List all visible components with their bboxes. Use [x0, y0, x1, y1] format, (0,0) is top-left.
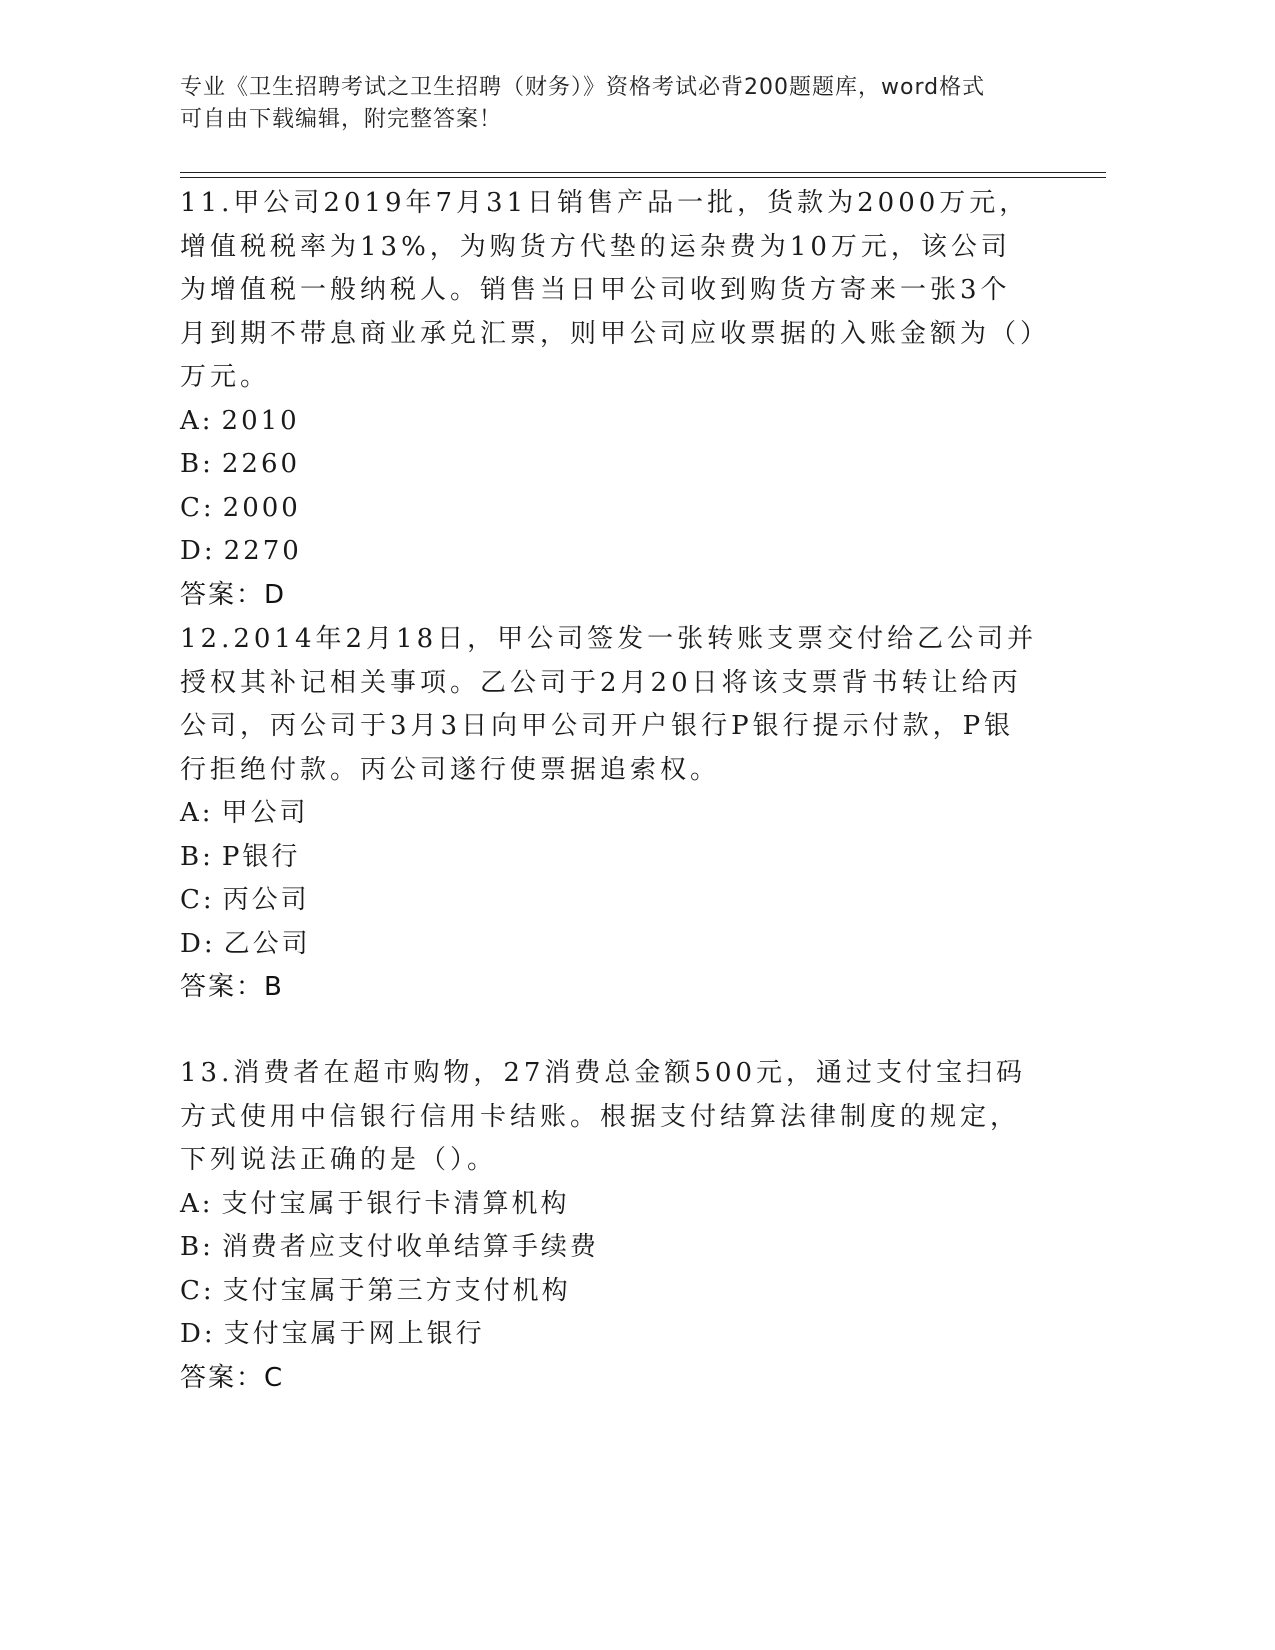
- question-12: [180, 618, 1040, 1010]
- question-stem: 13.消费者在超市购物，27消费总金额500元，通过支付宝扫码方式使用中信银行信用卡结账。根据支付结算法律制度的规定，下列说法正确的是（）。: [180, 1058, 1027, 1175]
- option-letter: C:: [180, 1275, 215, 1306]
- option-text: 支付宝属于银行卡清算机构: [221, 1188, 570, 1219]
- header-line-1: 专业《卫生招聘考试之卫生招聘（财务）》资格考试必背200题题库，word格式: [180, 75, 986, 100]
- option-text: 2000: [222, 492, 301, 523]
- option-text: 支付宝属于网上银行: [223, 1319, 485, 1349]
- option-text: 支付宝属于第三方支付机构: [222, 1275, 571, 1306]
- option-b: [180, 443, 1040, 487]
- question-13: [180, 1052, 1040, 1400]
- option-letter: C:: [180, 885, 215, 915]
- option-c: [180, 1270, 1040, 1314]
- option-letter: B:: [180, 841, 214, 872]
- document-header: [180, 72, 1040, 136]
- option-text: 丙公司: [222, 885, 310, 915]
- option-d: [180, 923, 1040, 967]
- answer-line: 答案：D: [180, 579, 287, 610]
- option-letter: C:: [180, 492, 215, 523]
- question-stem: 11.甲公司2019年7月31日销售产品一批，货款为2000万元，增值税税率为13%，为购货方代垫的运杂费为10万元，该公司为增值税一般纳税人。销售当日甲公司收到购货方寄来一张3个月到期不带息商业承兑汇票，则甲公司应收票据的入账金额为（）万元。: [180, 188, 1038, 392]
- answer-line: 答案：B: [180, 972, 284, 1002]
- option-text: 消费者应支付收单结算手续费: [221, 1232, 599, 1262]
- option-a: [180, 400, 1040, 444]
- option-d: [180, 1313, 1040, 1357]
- option-letter: D:: [180, 536, 216, 566]
- option-b: [180, 836, 1040, 880]
- option-a: [180, 1183, 1040, 1227]
- option-letter: A:: [180, 1188, 214, 1219]
- answer-line: 答案：C: [180, 1362, 285, 1393]
- header-divider-top: [180, 172, 1106, 173]
- option-text: 2010: [221, 405, 300, 436]
- option-b: [180, 1226, 1040, 1270]
- option-letter: A:: [180, 798, 214, 828]
- option-list: [180, 792, 1040, 966]
- header-line-2: 可自由下载编辑，附完整答案！: [180, 107, 503, 132]
- option-text: P银行: [221, 841, 301, 872]
- option-text: 2270: [223, 536, 302, 566]
- option-letter: B:: [180, 1232, 214, 1262]
- option-text: 乙公司: [223, 928, 311, 959]
- question-11: [180, 182, 1040, 617]
- option-text: 甲公司: [221, 798, 309, 828]
- option-list: [180, 1183, 1040, 1357]
- option-d: [180, 530, 1040, 574]
- option-text: 2260: [221, 449, 301, 479]
- option-letter: D:: [180, 1319, 216, 1349]
- option-a: [180, 792, 1040, 836]
- option-letter: B:: [180, 449, 214, 479]
- question-stem: 12.2014年2月18日，甲公司签发一张转账支票交付给乙公司并授权其补记相关事项。乙公司于2月20日将该支票背书转让给丙公司，丙公司于3月3日向甲公司开户银行P银行提示付款，P银行拒绝付款。丙公司遂行使票据追索权。: [180, 624, 1038, 785]
- option-c: [180, 879, 1040, 923]
- option-c: [180, 487, 1040, 531]
- option-list: [180, 400, 1040, 574]
- option-letter: A:: [180, 405, 214, 436]
- header-divider-bottom: [180, 177, 1106, 178]
- option-letter: D:: [180, 928, 216, 959]
